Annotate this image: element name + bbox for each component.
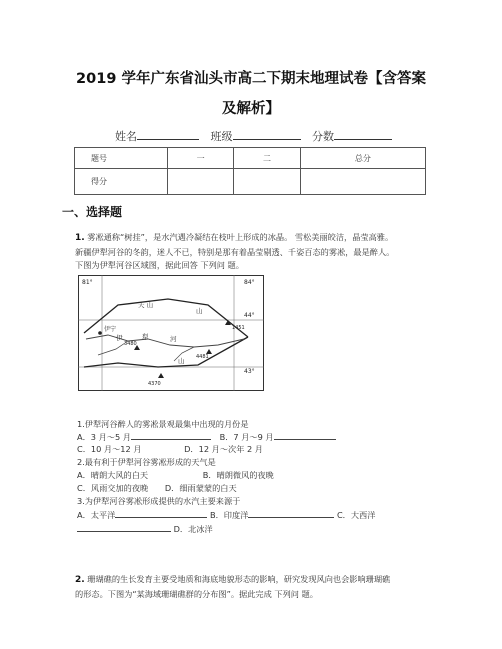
- sub-question-2: 2.最有利于伊犁河谷雾凇形成的天气是: [77, 457, 216, 467]
- class-blank[interactable]: [233, 128, 301, 140]
- option-b[interactable]: B．晴朗微风的夜晚: [202, 470, 274, 480]
- score-table-header: 一: [168, 148, 234, 169]
- score-table: [74, 147, 426, 195]
- option-row: [77, 523, 213, 535]
- sub-question-3: 3.为伊犁河谷雾凇形成提供的水汽主要来源于: [77, 496, 241, 506]
- score-cell[interactable]: [168, 169, 234, 195]
- answer-line: [115, 509, 207, 518]
- question-2-intro: [75, 573, 390, 601]
- range-label-south: 山: [178, 357, 185, 365]
- name-blank[interactable]: [137, 128, 199, 140]
- score-blank[interactable]: [334, 128, 392, 140]
- peak-elevation: 4481: [196, 354, 209, 360]
- answer-line: [77, 523, 171, 532]
- score-cell[interactable]: [234, 169, 300, 195]
- river-label-3: 河: [170, 335, 177, 343]
- answer-line: [131, 431, 211, 440]
- lat-label-top: 44°: [244, 312, 255, 319]
- question-text-line: 雾凇通称“树挂”，是水汽遇冷凝结在枝叶上形成的冰晶。 雪松美丽皎洁，晶莹高雅。: [87, 232, 394, 242]
- document-title: [40, 64, 462, 124]
- question-number: 2.: [75, 575, 85, 585]
- city-label: 伊宁: [104, 326, 117, 333]
- lon-label-right: 84°: [244, 279, 255, 286]
- option-a[interactable]: A．3 月～5 月: [77, 432, 131, 442]
- score-row-label: 得分: [75, 169, 168, 195]
- question-text-line: 珊瑚礁的生长发育主要受地质和海底地貌形态的影响，研究发现风向也会影响珊瑚礁: [87, 574, 391, 584]
- option-a[interactable]: A．晴朗大风的白天: [77, 470, 149, 480]
- range-label-north: 天 山: [138, 301, 154, 309]
- range-label-north-2: 山: [196, 307, 203, 315]
- option-row: [77, 444, 263, 455]
- option-row: [77, 470, 274, 481]
- title-line-1: 2019 学年广东省汕头市高二下期末地理试卷【含答案: [76, 71, 426, 87]
- score-table-header-row: [75, 148, 426, 169]
- question-number: 1.: [75, 233, 85, 243]
- peak-elevation: 1451: [232, 325, 245, 331]
- question-text-line: 的形态。下图为“某海域珊瑚礁群的分布图”。据此完成 下列问 题。: [75, 588, 318, 599]
- student-info-row: [115, 128, 400, 144]
- score-table-header: 二: [234, 148, 300, 169]
- option-b[interactable]: B．印度洋: [209, 510, 249, 520]
- option-row: [77, 509, 375, 521]
- river-label-2: 犁: [142, 333, 149, 341]
- score-table-header: 题号: [75, 148, 168, 169]
- question-text-line: 下图为伊犁河谷区域图，据此回答 下列问 题。: [75, 260, 244, 270]
- option-d[interactable]: D．北冰洋: [173, 524, 213, 534]
- class-label: 班级: [210, 130, 233, 143]
- question-text-line: 新疆伊犁河谷的冬韵，迷人不已，特别是那有着晶莹剔透、千姿百态的雾凇，最是醉人。: [75, 246, 395, 257]
- section-heading: 一、选择题: [62, 205, 123, 219]
- option-c[interactable]: C．大西洋: [336, 510, 376, 520]
- score-table-header: 总分: [300, 148, 425, 169]
- question-1-intro: [75, 231, 394, 273]
- option-d[interactable]: D．细雨蒙蒙的白天: [164, 483, 237, 493]
- name-label: 姓名: [115, 130, 137, 143]
- title-line-2: 及解析】: [222, 101, 280, 117]
- score-table-score-row: [75, 169, 426, 195]
- river-label-1: 伊: [116, 334, 123, 342]
- answer-line: [274, 431, 336, 440]
- answer-line: [248, 509, 334, 518]
- option-a[interactable]: A．太平洋: [77, 510, 116, 520]
- option-row: [77, 431, 336, 443]
- score-cell[interactable]: [300, 169, 425, 195]
- option-c[interactable]: C．10 月～12 月: [77, 444, 142, 454]
- option-d[interactable]: D．12 月～次年 2 月: [184, 444, 263, 454]
- sub-question-1: 1.伊犁河谷醉人的雾凇景观最集中出现的月份是: [77, 419, 249, 429]
- ili-valley-map: [78, 275, 264, 391]
- peak-elevation: 3480: [124, 341, 137, 347]
- option-row: [77, 483, 237, 494]
- peak-elevation: 4370: [148, 381, 161, 387]
- lon-label-left: 81°: [82, 279, 93, 286]
- option-c[interactable]: C．风雨交加的夜晚: [77, 483, 149, 493]
- lat-label-bottom: 43°: [244, 368, 255, 375]
- option-b[interactable]: B．7 月～9 月: [219, 432, 274, 442]
- score-label: 分数: [312, 130, 334, 143]
